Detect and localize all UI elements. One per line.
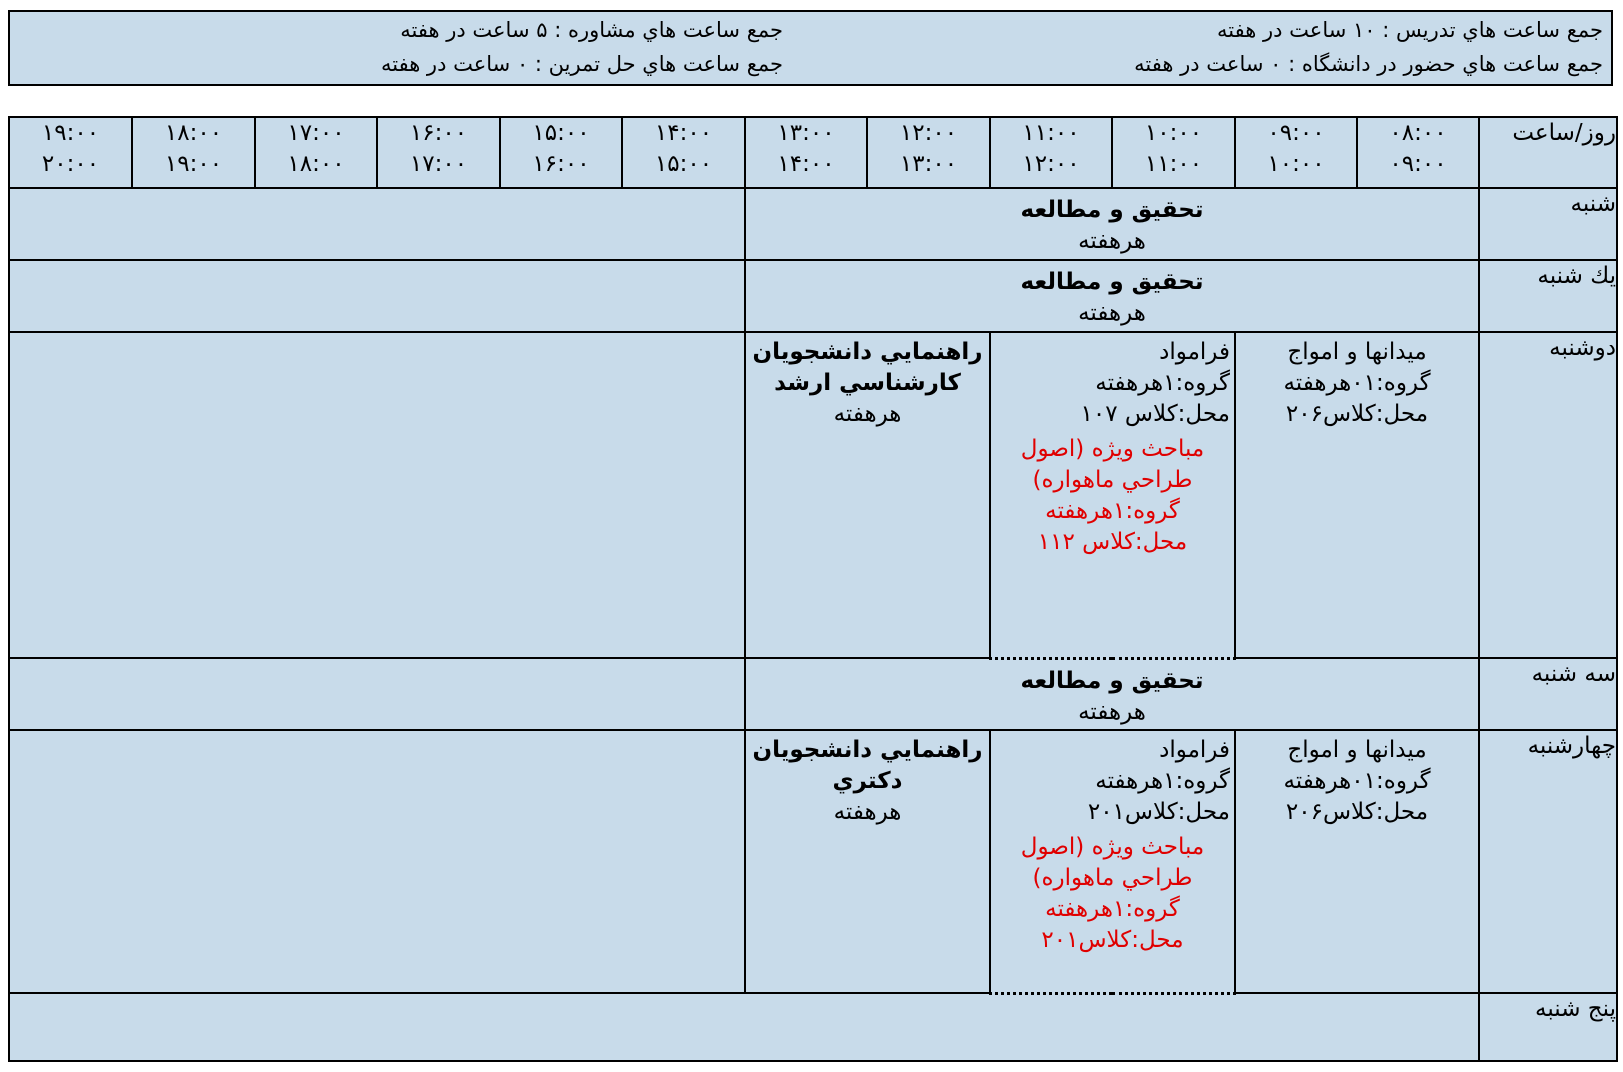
exercise-hours-total: جمع ساعت هاي حل تمرين : ۰ ساعت در هفته <box>380 52 783 76</box>
session-msc-advising[interactable] <box>745 332 990 658</box>
session-place: محل:كلاس۲۰۱ <box>1087 799 1230 826</box>
session-title: مباحث ويژه (اصول طراحي ماهواره) <box>1020 834 1205 892</box>
empty-slot <box>9 332 745 658</box>
session-metamaterials[interactable] <box>990 332 1235 658</box>
hour-slot-19: ۱۹:۰۰ ۲۰:۰۰ <box>9 117 132 188</box>
session-frequency: هرهفته <box>1078 698 1146 725</box>
session-group: گروه:۰۱هرهفته <box>1283 369 1431 396</box>
session-title: تحقيق و مطالعه <box>1020 268 1204 295</box>
session-title: ميدانها و امواج <box>1287 737 1427 764</box>
session-fields-and-waves[interactable] <box>1235 730 1479 993</box>
consulting-hours-total: جمع ساعت هاي مشاوره : ۵ ساعت در هفته <box>400 18 783 42</box>
hour-slot-10: ۱۰:۰۰ ۱۱:۰۰ <box>1112 117 1235 188</box>
hours-header-row <box>9 117 1617 188</box>
session-title: راهنمايي دانشجويان دكتري <box>752 737 983 795</box>
day-label-thursday: پنج شنبه <box>1479 993 1617 1061</box>
weekly-schedule-table <box>8 116 1618 1062</box>
session-frequency: هرهفته <box>833 799 902 826</box>
day-row-tuesday <box>9 658 1617 730</box>
session-group: گروه:۱هرهفته <box>1045 896 1180 923</box>
empty-slot <box>9 188 745 260</box>
session-frequency: هرهفته <box>1078 227 1146 254</box>
session-group: گروه:۰۱هرهفته <box>1283 768 1431 795</box>
day-label-monday: دوشنبه <box>1479 332 1617 658</box>
session-research[interactable] <box>745 260 1479 332</box>
hour-slot-13: ۱۳:۰۰ ۱۴:۰۰ <box>745 117 867 188</box>
empty-slot <box>9 658 745 730</box>
day-row-wednesday <box>9 730 1617 993</box>
session-place: محل:كلاس۲۰۱ <box>1041 927 1184 954</box>
teaching-hours-total: جمع ساعت هاي تدريس : ۱۰ ساعت در هفته <box>1217 18 1603 42</box>
day-row-thursday <box>9 993 1617 1061</box>
hour-slot-14: ۱۴:۰۰ ۱۵:۰۰ <box>622 117 745 188</box>
empty-slot <box>9 730 745 993</box>
session-group: گروه:۱هرهفته <box>1095 369 1230 396</box>
empty-slot <box>9 260 745 332</box>
hour-slot-16: ۱۶:۰۰ ۱۷:۰۰ <box>377 117 500 188</box>
session-special-topics[interactable] <box>991 430 1234 558</box>
hour-slot-18: ۱۸:۰۰ ۱۹:۰۰ <box>132 117 255 188</box>
session-place: محل:كلاس۲۰۶ <box>1285 799 1429 826</box>
hour-slot-17: ۱۷:۰۰ ۱۸:۰۰ <box>255 117 377 188</box>
hour-slot-08: ۰۸:۰۰ ۰۹:۰۰ <box>1357 117 1479 188</box>
day-label-sunday: يك شنبه <box>1479 260 1617 332</box>
session-title: مباحث ويژه (اصول طراحي ماهواره) <box>1020 435 1205 493</box>
day-label-saturday: شنبه <box>1479 188 1617 260</box>
session-title: تحقيق و مطالعه <box>1020 667 1204 694</box>
session-title: راهنمايي دانشجويان كارشناسي ارشد <box>752 338 983 396</box>
session-place: محل:كلاس ۱۱۲ <box>1037 528 1188 555</box>
session-group: گروه:۱هرهفته <box>1045 497 1180 524</box>
session-research[interactable] <box>745 188 1479 260</box>
presence-hours-total: جمع ساعت هاي حضور در دانشگاه : ۰ ساعت در هفته <box>1134 52 1603 76</box>
session-metamaterials[interactable] <box>990 730 1235 993</box>
hour-slot-09: ۰۹:۰۰ ۱۰:۰۰ <box>1235 117 1357 188</box>
day-label-wednesday: چهارشنبه <box>1479 730 1617 993</box>
day-row-saturday <box>9 188 1617 260</box>
session-research[interactable] <box>745 658 1479 730</box>
session-title: ميدانها و امواج <box>1287 338 1427 365</box>
session-title: فرامواد <box>1159 338 1230 365</box>
session-title: تحقيق و مطالعه <box>1020 196 1204 223</box>
session-phd-advising[interactable] <box>745 730 990 993</box>
day-row-monday <box>9 332 1617 658</box>
session-title: فرامواد <box>1159 737 1230 764</box>
hour-slot-15: ۱۵:۰۰ ۱۶:۰۰ <box>500 117 622 188</box>
hour-slot-11: ۱۱:۰۰ ۱۲:۰۰ <box>990 117 1112 188</box>
session-group: گروه:۱هرهفته <box>1095 768 1230 795</box>
session-place: محل:كلاس ۱۰۷ <box>1080 400 1230 427</box>
session-place: محل:كلاس۲۰۶ <box>1285 400 1429 427</box>
session-special-topics[interactable] <box>991 828 1234 956</box>
session-frequency: هرهفته <box>833 400 902 427</box>
session-fields-and-waves[interactable] <box>1235 332 1479 658</box>
day-hour-corner: روز/ساعت <box>1479 117 1617 188</box>
day-label-tuesday: سه شنبه <box>1479 658 1617 730</box>
day-row-sunday <box>9 260 1617 332</box>
weekly-hours-summary <box>8 10 1613 86</box>
empty-slot <box>9 993 1479 1061</box>
session-frequency: هرهفته <box>1078 299 1146 326</box>
hour-slot-12: ۱۲:۰۰ ۱۳:۰۰ <box>867 117 990 188</box>
